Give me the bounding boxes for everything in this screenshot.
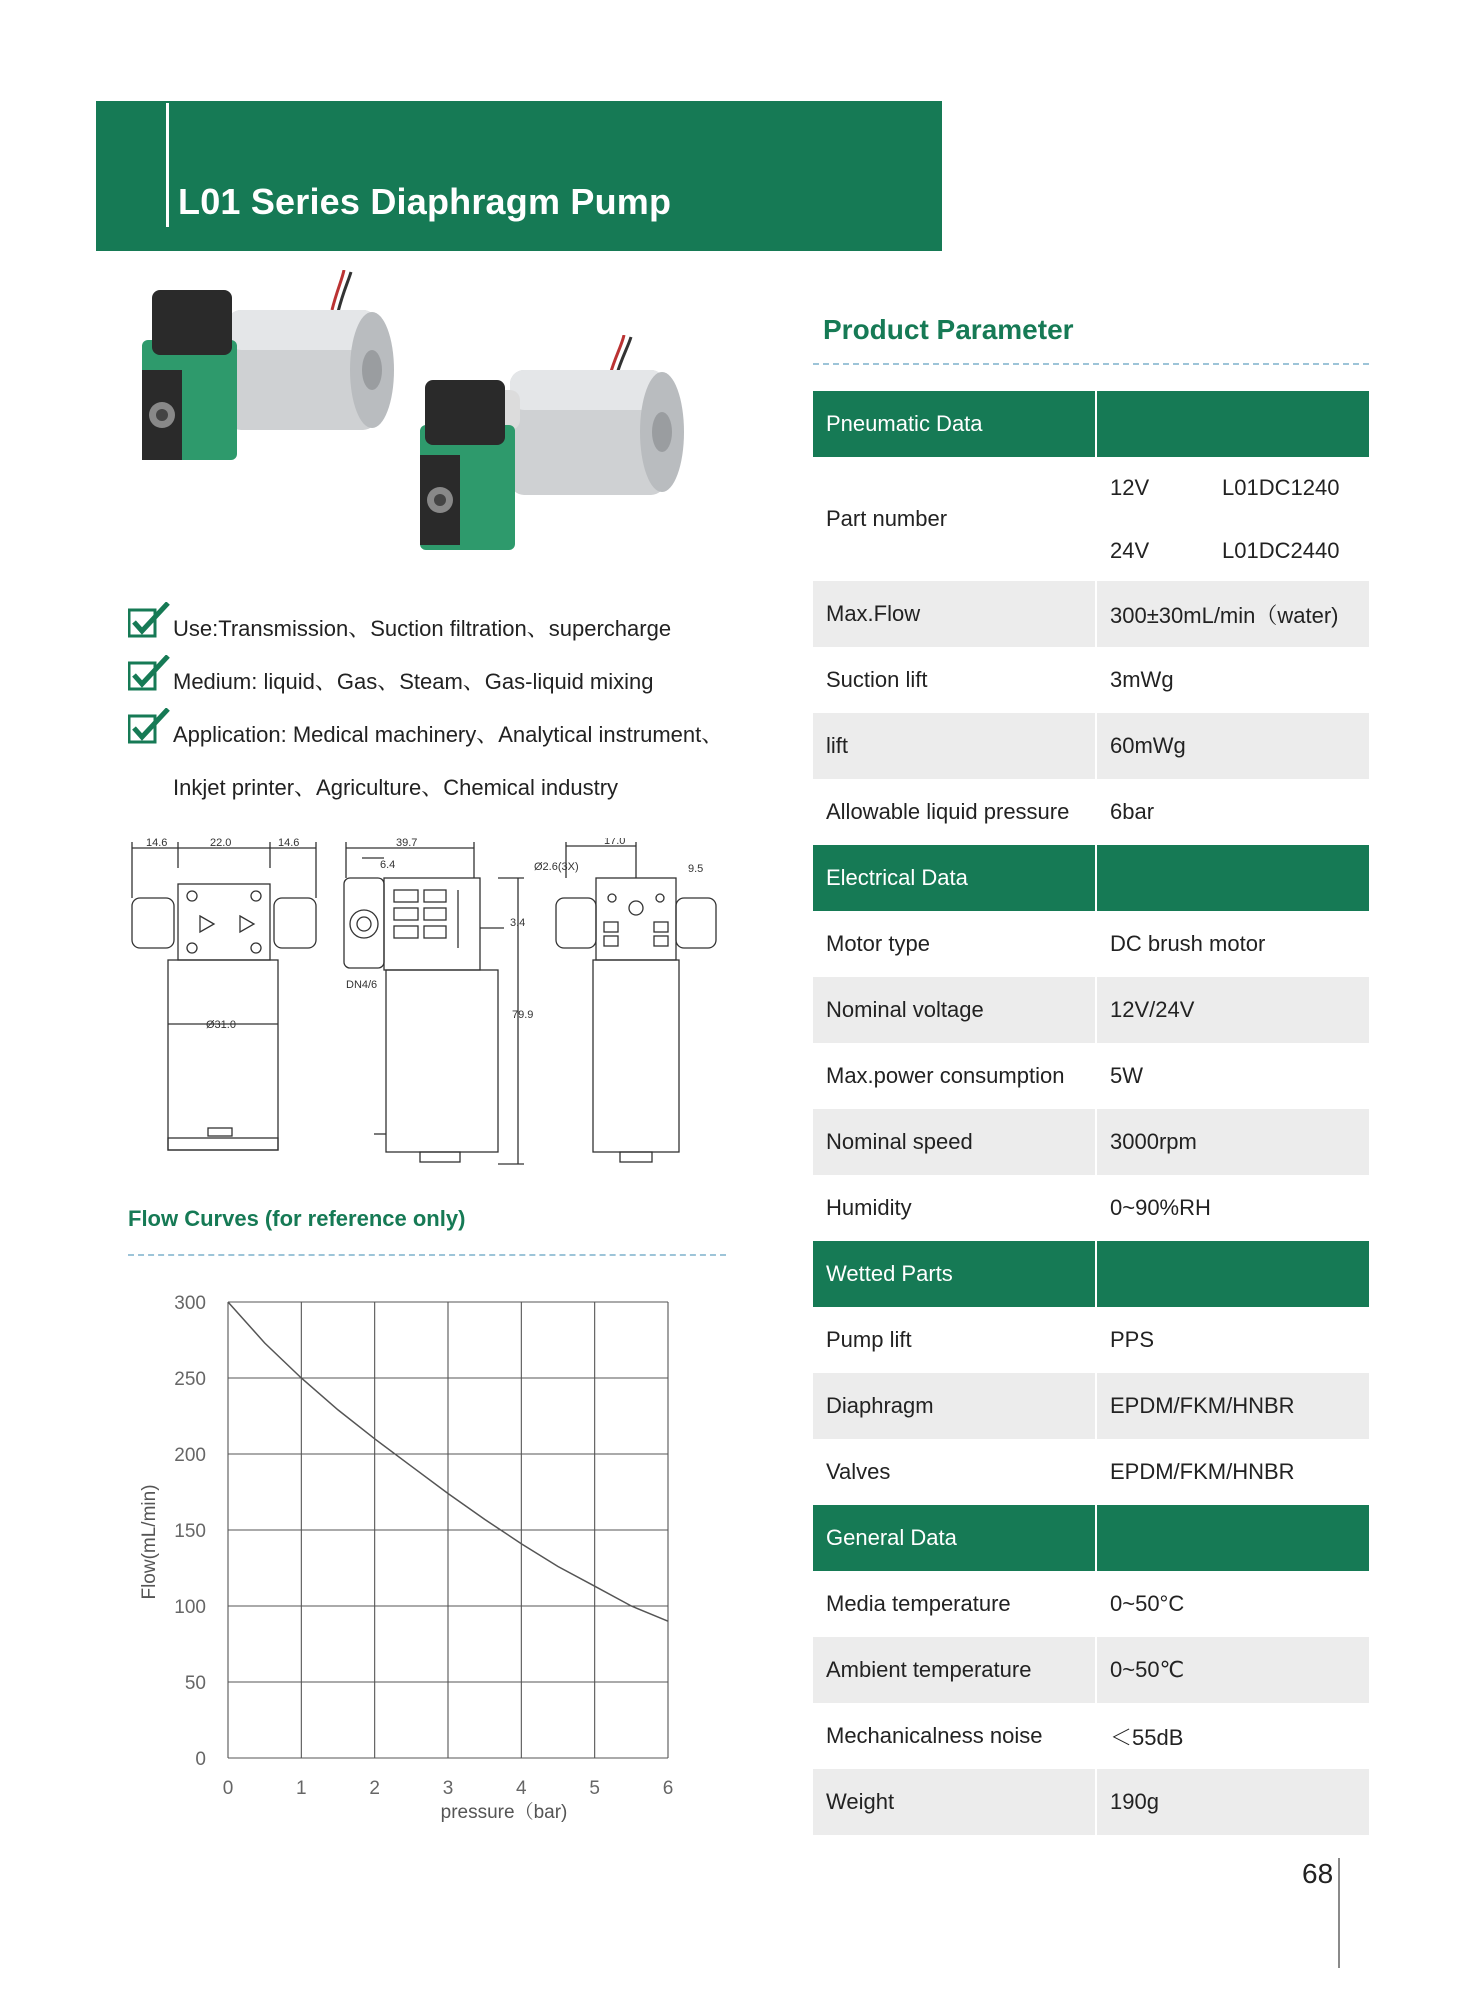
rear-view-drawing [556,842,716,1162]
param-value: 5W [1095,1043,1369,1109]
dimension-label: Ø31.0 [206,1019,236,1031]
param-value: 12V/24V [1095,977,1369,1043]
x-tick-label: 0 [222,1778,234,1799]
param-label: Valves [826,1459,891,1484]
table-row [813,457,1369,581]
pump-photo-1 [132,270,402,480]
param-label: Mechanicalness noise [826,1723,1043,1748]
param-value: DC brush motor [1095,911,1369,977]
param-value: 190g [1095,1769,1369,1835]
table-row [813,1769,1369,1835]
part-number-values [1095,457,1369,581]
y-axis-label: Flow(mL/min) [139,1484,160,1600]
feature-list [128,600,768,812]
x-tick-label: 2 [369,1778,380,1799]
param-value: ＜55dB [1095,1703,1369,1769]
page-title: L01 Series Diaphragm Pump [178,181,672,222]
param-label: lift [813,713,1095,779]
dimension-label: 22.0 [210,838,232,849]
param-value: 300±30mL/min（water) [1095,581,1369,647]
y-tick-label: 100 [174,1597,206,1618]
title-banner [96,101,942,251]
param-label: Ambient temperature [813,1637,1095,1703]
table-row [813,1373,1369,1439]
param-label: Motor type [826,931,930,956]
checkbox-checked-icon [128,708,172,744]
x-axis-ticks [223,1778,674,1799]
param-label: Max.Flow [813,581,1095,647]
x-tick-label: 1 [296,1778,307,1799]
param-label: Nominal voltage [813,977,1095,1043]
page-number-rule [1338,1858,1340,1968]
table-row [813,581,1369,647]
x-tick-label: 4 [516,1778,527,1799]
x-tick-label: 3 [442,1778,454,1799]
dimension-label: 14.6 [146,838,168,849]
checkbox-checked-icon [128,602,172,638]
param-label: Max.power consumption [826,1063,1065,1088]
feature-text: Inkjet printer、Agriculture、Chemical industry [173,775,619,800]
flow-curve-chart [128,1280,728,1840]
table-row [813,1703,1369,1769]
table-row [813,1307,1369,1373]
banner-divider [166,103,169,227]
table-row [813,1175,1369,1241]
table-section-header [813,845,1369,911]
param-label: Humidity [826,1195,912,1220]
y-tick-label: 250 [174,1369,206,1390]
param-value [1095,845,1369,911]
param-value: PPS [1095,1307,1369,1373]
param-value: 0~90%RH [1095,1175,1369,1241]
dimension-label: 39.7 [396,838,418,849]
part-number-option [1097,457,1369,518]
x-axis-label: pressure（bar) [440,1802,568,1823]
param-value [1095,1241,1369,1307]
feature-text: Medium: liquid、Gas、Steam、Gas-liquid mixing [173,669,654,694]
table-section-header [813,1505,1369,1571]
table-row [813,647,1369,713]
table-row [813,1109,1369,1175]
feature-item [128,653,768,706]
table-row [813,1571,1369,1637]
voltage-value: 24V [1110,537,1150,563]
y-tick-label: 200 [174,1445,206,1466]
dimension-label: 14.6 [278,838,300,849]
dimension-label: 9.5 [688,863,704,875]
param-value: 3000rpm [1095,1109,1369,1175]
param-label: Suction lift [826,667,928,692]
param-value: 3mWg [1095,647,1369,713]
dimension-label: 79.9 [512,1009,534,1021]
checkbox-checked-icon [128,655,172,691]
side-view-drawing [344,842,524,1164]
y-tick-label: 50 [184,1673,206,1694]
part-number-option [1097,518,1369,581]
parameter-table [813,391,1369,1835]
parameter-heading: Product Parameter [823,314,1074,345]
param-value: 6bar [1095,779,1369,845]
page-number: 68 [1302,1858,1334,1889]
param-label: Nominal speed [813,1109,1095,1175]
table-row [813,779,1369,845]
param-label: Media temperature [826,1591,1011,1616]
table-section-header [813,391,1369,457]
table-row [813,1439,1369,1505]
param-label: Part number [826,506,948,531]
param-label: Wetted Parts [813,1241,1095,1307]
part-code: L01DC2440 [1222,537,1340,563]
param-label: Weight [813,1769,1095,1835]
table-row [813,713,1369,779]
table-row [813,1637,1369,1703]
dimension-label: 17.0 [604,838,626,847]
param-value [1095,391,1369,457]
dimension-label: DN4/6 [346,979,378,991]
y-tick-label: 0 [195,1749,206,1770]
param-value [1095,1505,1369,1571]
table-row [813,977,1369,1043]
param-label: Diaphragm [813,1373,1095,1439]
param-value: 0~50°C [1095,1571,1369,1637]
dimension-label: 3.4 [510,917,526,929]
param-value: EPDM/FKM/HNBR [1095,1439,1369,1505]
x-tick-label: 5 [589,1778,600,1799]
pump-photo-2 [410,335,695,560]
param-value: 60mWg [1095,713,1369,779]
feature-item [128,759,768,812]
feature-text: Use:Transmission、Suction filtration、supercharge [173,616,672,641]
flow-curves-divider [128,1254,726,1256]
parameter-divider [813,363,1369,365]
param-label: General Data [813,1505,1095,1571]
feature-item [128,600,768,653]
flow-curves-heading: Flow Curves (for reference only) [128,1206,466,1231]
y-tick-label: 300 [174,1293,206,1314]
param-label: Allowable liquid pressure [826,799,1070,824]
part-code: L01DC1240 [1222,474,1340,500]
table-row [813,911,1369,977]
y-tick-label: 150 [174,1521,206,1542]
param-label: Pneumatic Data [813,391,1095,457]
param-label: Electrical Data [813,845,1095,911]
param-value: EPDM/FKM/HNBR [1095,1373,1369,1439]
table-row [813,1043,1369,1109]
x-tick-label: 6 [662,1778,674,1799]
table-section-header [813,1241,1369,1307]
param-value: 0~50℃ [1095,1637,1369,1703]
dimension-label: Ø2.6(3X) [534,861,579,873]
feature-text: Application: Medical machinery、Analytical instrument、 [173,722,724,747]
voltage-value: 12V [1110,474,1150,500]
feature-item [128,706,768,759]
param-label: Pump lift [826,1327,912,1352]
front-view-drawing [132,842,316,1150]
dimension-drawings [128,838,758,1168]
dimension-label: 6.4 [380,859,396,871]
y-axis-ticks [174,1293,206,1770]
